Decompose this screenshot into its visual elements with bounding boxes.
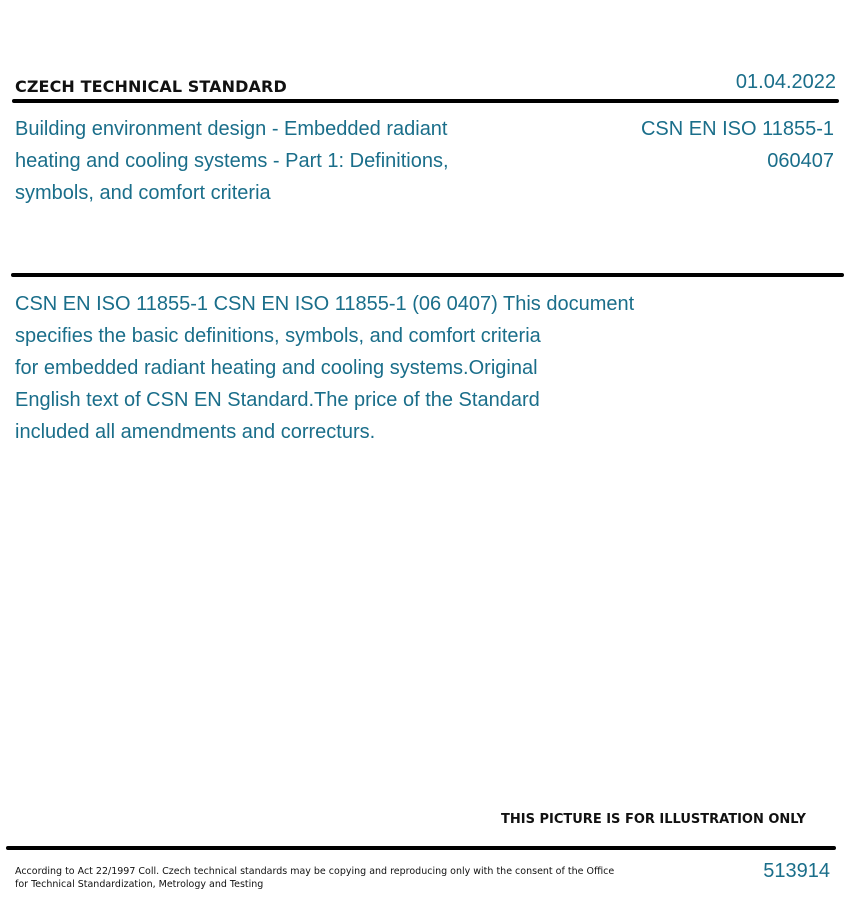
standard-title-line: heating and cooling systems - Part 1: Definitions, — [15, 150, 449, 172]
standard-title-line: Building environment design - Embedded radiant — [15, 118, 448, 140]
illustration-disclaimer: THIS PICTURE IS FOR ILLUSTRATION ONLY — [501, 812, 806, 827]
description-line: for embedded radiant heating and cooling systems.Original — [15, 357, 538, 379]
legal-notice-line: for Technical Standardization, Metrology and Testing — [15, 879, 264, 890]
classification-number: 060407 — [767, 150, 834, 172]
footer-divider — [6, 846, 836, 850]
standard-codes — [641, 113, 834, 177]
header-divider — [12, 99, 839, 103]
legal-notice — [15, 865, 615, 891]
description-line: specifies the basic definitions, symbols, and comfort criteria — [15, 325, 541, 347]
standard-description — [15, 288, 715, 448]
description-line: CSN EN ISO 11855-1 CSN EN ISO 11855-1 (06 0407) This document — [15, 293, 635, 315]
publication-date: 01.04.2022 — [735, 71, 836, 93]
catalog-number: 513914 — [763, 860, 830, 882]
title-divider — [11, 273, 844, 277]
description-line: included all amendments and correcturs. — [15, 421, 376, 443]
document-type-label: CZECH TECHNICAL STANDARD — [15, 77, 287, 96]
legal-notice-line: According to Act 22/1997 Coll. Czech technical standards may be copying and reproducing only with the consent of the Office — [15, 866, 615, 877]
standard-code: CSN EN ISO 11855-1 — [640, 118, 834, 140]
description-line: English text of CSN EN Standard.The price of the Standard — [15, 389, 540, 411]
standard-title-line: symbols, and comfort criteria — [15, 182, 271, 204]
standard-title — [15, 113, 535, 209]
